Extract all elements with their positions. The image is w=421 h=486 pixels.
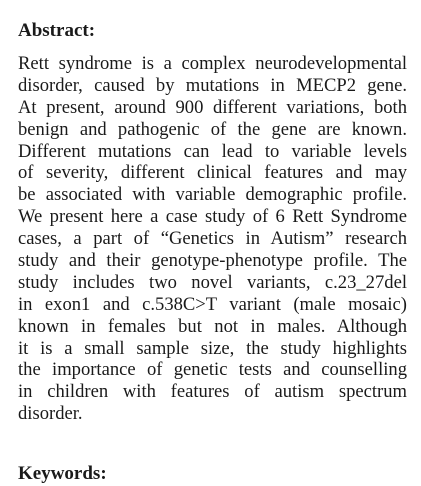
abstract-line: Different mutations can lead to variable levels	[18, 140, 407, 162]
abstract-body	[18, 53, 407, 425]
abstract-heading: Abstract:	[18, 20, 96, 41]
abstract-line: it is a small sample size, the study highlights	[18, 337, 407, 359]
abstract-line: in children with features of autism spectrum	[18, 381, 407, 403]
abstract-line: study and their genotype-phenotype profile. The	[18, 250, 407, 272]
abstract-line: in exon1 and c.538C>T variant (male mosaic)	[18, 293, 407, 315]
abstract-line: We present here a case study of 6 Rett Syndrome	[18, 206, 407, 228]
abstract-line: known in females but not in males. Although	[18, 315, 407, 337]
abstract-line: of severity, different clinical features and may	[18, 162, 407, 184]
abstract-line: cases, a part of “Genetics in Autism” research	[18, 228, 407, 250]
abstract-line: benign and pathogenic of the gene are known.	[18, 118, 407, 140]
keywords-heading: Keywords:	[18, 463, 107, 484]
abstract-line: disorder, caused by mutations in MECP2 gene.	[18, 74, 407, 96]
abstract-line: At present, around 900 different variations, both	[18, 96, 407, 118]
abstract-line: be associated with variable demographic profile.	[18, 184, 407, 206]
abstract-line: Rett syndrome is a complex neurodevelopmental	[18, 53, 407, 74]
abstract-line: the importance of genetic tests and counselling	[18, 359, 407, 381]
abstract-line: disorder.	[18, 403, 83, 425]
abstract-line: study includes two novel variants, c.23_27del	[18, 271, 407, 293]
